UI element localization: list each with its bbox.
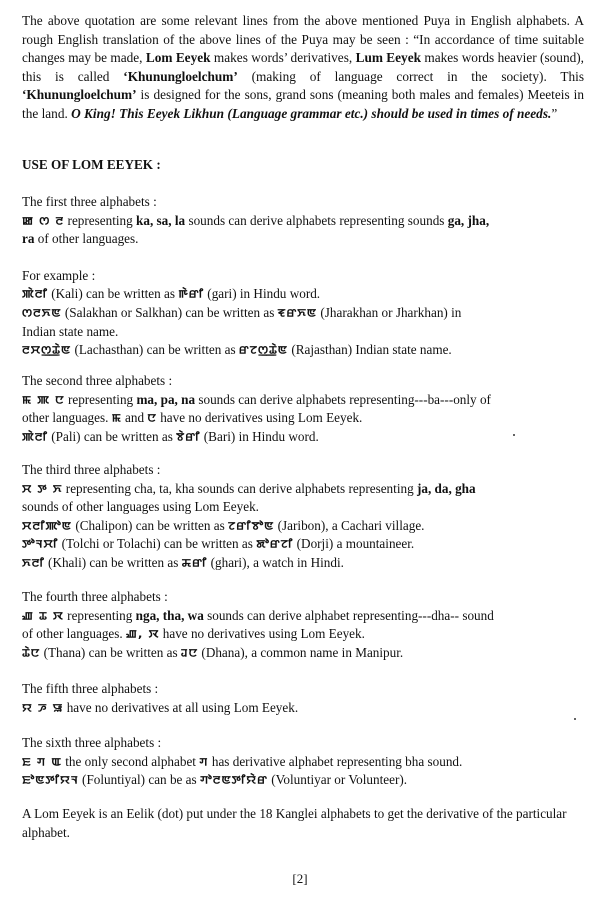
glyph-tolchi: ꯇꯣꯜꯆꯤ (22, 538, 59, 551)
glyph-second-alphabet: ꯚ (199, 755, 209, 768)
s3-example-2: ꯇꯣꯜꯆꯤ (Tolchi or Tolachi) can be written as ꯗꯣꯔꯖꯤ (Dorji) a mountaineer. (22, 536, 415, 552)
glyph-ma: ꯃ (111, 411, 122, 425)
section-heading: USE OF LOM EEYEK : (22, 157, 161, 172)
s4-line-2: of other languages. ꯉ, ꯋ have no derivatives using Lom Eeyek. (22, 626, 365, 642)
glyph-pali: ꯄꯥꯂꯤ (22, 430, 48, 444)
section-fourth-three (22, 588, 584, 662)
intro-text-3: makes words heavier (sound), this is called (22, 50, 585, 84)
glyph-jaribon: ꯖꯔꯤꯕꯣꯟ (228, 519, 275, 533)
s2-line-2: other languages. ꯃ and ꯅ have no derivatives using Lom Eeyek. (22, 410, 363, 426)
intro-bold-4: ‘Khunungloelchum’ (22, 87, 137, 103)
s1-line-1: ꯀ ꯁ ꯂ representing ka, sa, la sounds can derive alphabets representing sounds ga, jha, (22, 212, 490, 228)
intro-text-5: is designed for the sons, grand sons (meaning both males and females) Meeteis in the land. (22, 87, 584, 121)
glyph-khali: ꯈꯂꯤ (22, 556, 45, 570)
intro-text-4: (making of language correct in the society). This (237, 68, 584, 84)
glyph-ma-pa-na: ꯃ ꯄ ꯅ (22, 393, 65, 406)
glyph-dhana: ꯙꯅ (180, 646, 199, 660)
s6-line-1: ꯐ ꯚ ꯑ the only second alphabet ꯚ has derivative alphabet representing bha sound. (22, 753, 463, 769)
glyph-bari: ꯕꯥꯔꯤ (176, 430, 201, 444)
s1-example-2-cont: Indian state name. (22, 323, 119, 339)
intro-bold-2: Lum Eeyek (355, 50, 421, 66)
glyph-jharakhan: ꯓꯔꯈꯟ (277, 306, 318, 320)
glyph-salakhan: ꯁꯂꯈꯟ (22, 306, 62, 320)
glyph-na: ꯅ (147, 411, 157, 425)
s4-title: The fourth three alphabets : (22, 589, 168, 604)
glyph-dorji: ꯗꯣꯔꯖꯤ (256, 538, 294, 551)
s4-line-1: ꯉ ꯊ ꯋ representing nga, tha, wa sounds can derive alphabet representing---dha-- sound (22, 607, 494, 623)
section-sixth-three (22, 734, 584, 790)
intro-bold-italic: O King! This Eeyek Likhun (Language grammar etc.) should be used in times of needs. (71, 105, 552, 121)
intro-paragraph (22, 12, 584, 124)
s1-example-3: ꯂꯆꯁ꯭ꯊꯥꯟ (Lachasthan) can be written as ꯔꯖꯁ꯭ꯊꯥꯟ (Rajasthan) Indian state name. (22, 342, 452, 358)
s1-title: The first three alphabets : (22, 194, 157, 209)
glyph-pha-va-a: ꯐ ꯚ ꯑ (22, 755, 62, 768)
intro-end-quote: ” (551, 105, 558, 121)
glyph-cha-ta-kha: ꯆ ꯇ ꯈ (22, 482, 63, 495)
glyph-lachasthan: ꯂꯆꯁ꯭ꯊꯥꯟ (22, 343, 72, 357)
closing-paragraph: A Lom Eeyek is an Eelik (dot) put under the 18 Kanglei alphabets to get the derivative of the particular alphabet. (22, 806, 567, 840)
s3-title: The third three alphabets : (22, 462, 161, 477)
glyph-nga-wa: ꯉ, ꯋ (126, 627, 160, 641)
page-number: [2] (292, 871, 308, 886)
s1-example-label: For example : (22, 267, 96, 283)
section-first-three (22, 193, 584, 360)
section-third-three (22, 461, 584, 573)
s5-title: The fifth three alphabets : (22, 681, 159, 696)
section-second-three (22, 372, 584, 446)
s6-example-1: ꯐꯣꯟꯇꯤꯌꯜ (Foluntiyal) can be as ꯚꯣꯂꯟꯇꯤꯌꯥꯔ (Voluntiyar or Volunteer). (22, 772, 408, 788)
glyph-rajasthan: ꯔꯖꯁ꯭ꯊꯥꯟ (238, 343, 289, 357)
glyph-ya-ha-u: ꯌ ꯍ ꯎ (22, 701, 64, 714)
glyph-chalipon: ꯆꯂꯤꯄꯣꯟ (22, 519, 73, 533)
section-fifth-three (22, 680, 584, 717)
scan-speck (574, 718, 576, 720)
intro-bold-1: Lom Eeyek (145, 50, 211, 66)
s1-example-1: ꯄꯥꯂꯤ (Kali) can be written as ꯒꯥꯔꯤ (gari) in Hindu word. (22, 286, 321, 302)
s1-line-2: ra of other languages. (22, 231, 139, 247)
glyph-voluntiyar: ꯚꯣꯂꯟꯇꯤꯌꯥꯔ (199, 773, 268, 787)
s5-line-1: ꯌ ꯍ ꯎ have no derivatives at all using Lom Eeyek. (22, 699, 299, 715)
intro-bold-3: ‘Khunungloelchum’ (123, 68, 238, 84)
s3-line-1: ꯆ ꯇ ꯈ representing cha, ta, kha sounds can derive alphabets representing ja, da, gha (22, 480, 476, 496)
s2-title: The second three alphabets : (22, 373, 173, 388)
s4-example-1: ꯊꯥꯅ (Thana) can be written as ꯙꯅ (Dhana), a common name in Manipur. (22, 644, 404, 660)
glyph-thana: ꯊꯥꯅ (22, 646, 41, 660)
s6-title: The sixth three alphabets : (22, 735, 162, 750)
s2-line-1: ꯃ ꯄ ꯅ representing ma, pa, na sounds can derive alphabets representing---ba---only of (22, 391, 491, 407)
s1-example-2: ꯁꯂꯈꯟ (Salakhan or Salkhan) can be written as ꯓꯔꯈꯟ (Jharakhan or Jharkhan) in (22, 304, 462, 320)
s2-example-1: ꯄꯥꯂꯤ (Pali) can be written as ꯕꯥꯔꯤ (Bari) in Hindu word. (22, 428, 319, 444)
glyph-foluntiyal: ꯐꯣꯟꯇꯤꯌꯜ (22, 773, 79, 787)
s3-example-1: ꯆꯂꯤꯄꯣꯟ (Chalipon) can be written as ꯖꯔꯤꯕꯣꯟ (Jaribon), a Cachari village. (22, 517, 425, 533)
glyph-kali: ꯄꯥꯂꯤ (22, 288, 48, 301)
glyph-nga-tha-wa: ꯉ ꯊ ꯋ (22, 609, 64, 622)
scan-speck (513, 434, 515, 436)
s3-line-2: sounds of other languages using Lom Eeyek. (22, 499, 259, 515)
intro-text-2: makes words’ derivatives, (210, 50, 356, 66)
intro-text-1: The above quotation are some relevant lines from the above mentioned Puya in English alphabets. A rough English translation of the above lines of the Puya may be seen : “In accordance of time suitable changes may be made, (22, 13, 584, 66)
glyph-gari: ꯒꯥꯔꯤ (178, 288, 204, 301)
s3-example-3: ꯈꯂꯤ (Khali) can be written as ꯘꯔꯤ (ghari), a watch in Hindi. (22, 554, 344, 570)
glyph-ka-sa-la: ꯀ ꯁ ꯂ (22, 214, 65, 227)
glyph-ghari: ꯘꯔꯤ (181, 556, 208, 570)
